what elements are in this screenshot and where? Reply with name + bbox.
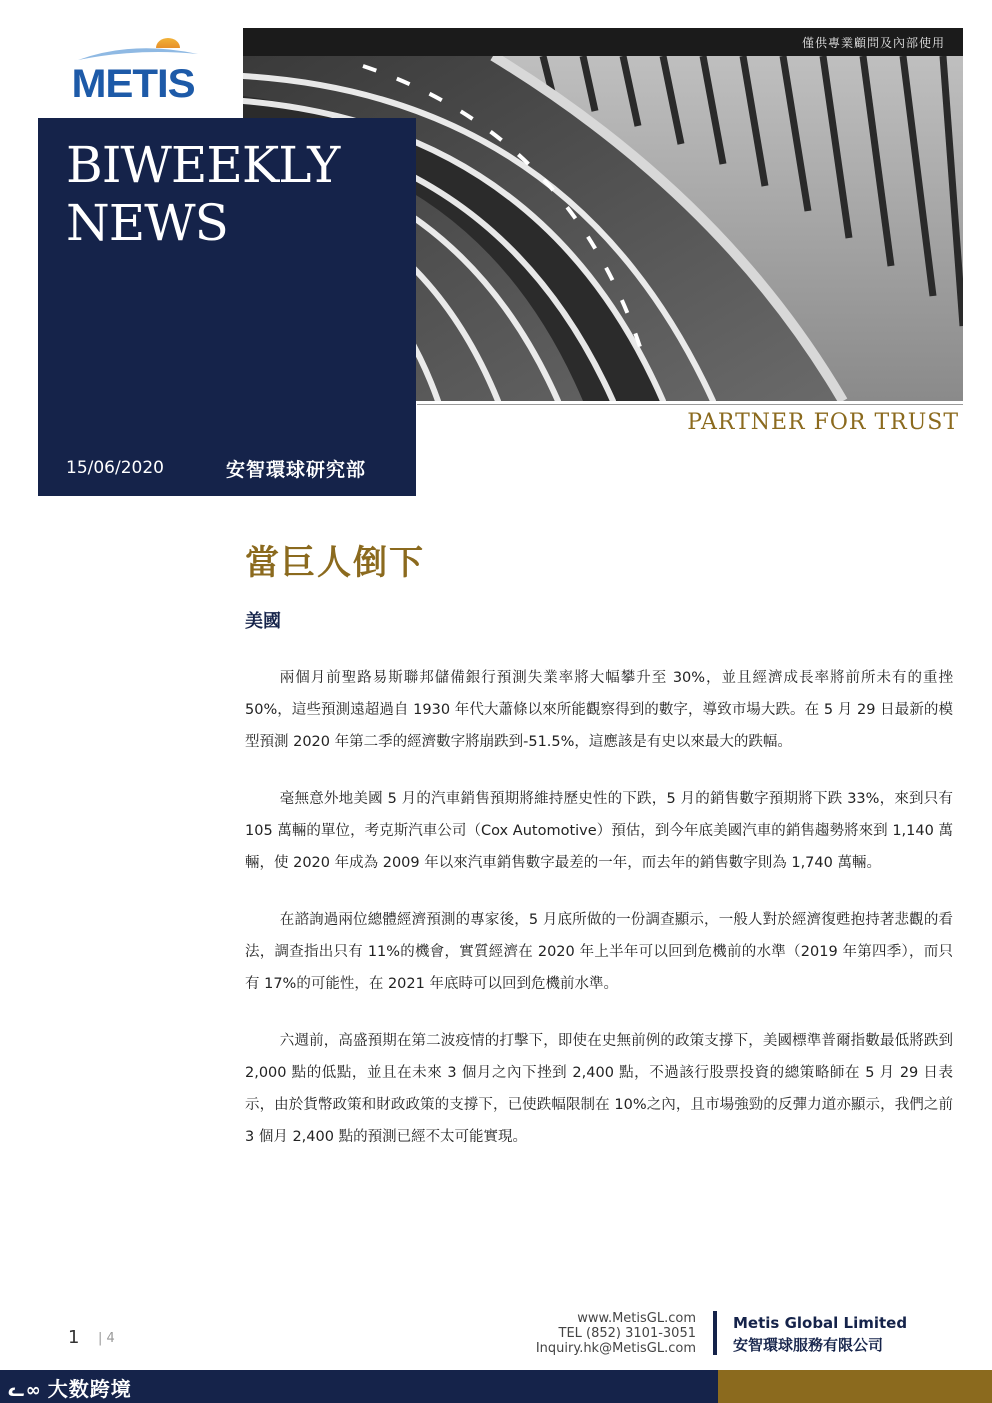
footer-divider <box>713 1311 717 1355</box>
tagline: PARTNER FOR TRUST <box>687 410 959 435</box>
logo-text: METIS <box>71 62 195 106</box>
page-total: | 4 <box>98 1331 115 1346</box>
article-title: 當巨人倒下 <box>245 543 425 583</box>
company-info <box>733 1314 907 1355</box>
newsletter-title-line1: BIWEEKLY <box>66 136 340 194</box>
watermark-text: 大数跨境 <box>47 1377 132 1401</box>
email-link[interactable]: Inquiry.hk@MetisGL.com <box>535 1341 696 1356</box>
website-link[interactable]: www.MetisGL.com <box>577 1311 696 1326</box>
newsletter-title <box>66 136 339 252</box>
newsletter-title-line2: NEWS <box>66 194 228 252</box>
telephone: TEL (852) 3101-3051 <box>558 1326 696 1341</box>
page-number: 1 <box>68 1327 80 1348</box>
metis-logo <box>58 36 208 106</box>
paragraph-1: 兩個月前聖路易斯聯邦儲備銀行預測失業率將大幅攀升至 30%，並且經濟成長率將前所未有的重挫 50%，這些預測遠超過自 1930 年代大蕭條以來所能觀察得到的數字，導致市場大跌。在 5 月 29 日最新的模型預測 2020 年第二季的經濟數字將崩跌到-51.5%，這應該是有史以來最大的跌幅。 <box>245 670 953 750</box>
footer-band-gold <box>718 1370 992 1403</box>
company-name-en: Metis Global Limited <box>733 1314 908 1332</box>
watermark <box>8 1373 132 1402</box>
department-name: 安智環球研究部 <box>226 459 367 481</box>
section-heading: 美國 <box>245 611 281 632</box>
contact-info <box>536 1311 696 1356</box>
paragraph-2: 毫無意外地美國 5 月的汽車銷售預期將維持歷史性的下跌，5 月的銷售數字預期將下跌 33%，來到只有 105 萬輛的單位，考克斯汽車公司（Cox Automotive）預估，到今年底美國汽車的銷售趨勢將來到 1,140 萬輛，使 2020 年成為 2009 年以來汽車銷售數字最差的一年，而去年的銷售數字則為 1,740 萬輛。 <box>245 791 953 871</box>
title-panel <box>38 118 416 496</box>
top-bar <box>243 28 963 56</box>
watermark-logo-icon: ᓚ∞ <box>8 1380 42 1401</box>
paragraph-3: 在諮詢過兩位總體經濟預測的專家後，5 月底所做的一份調查顯示，一般人對於經濟復甦抱持著悲觀的看法，調查指出只有 11%的機會，實質經濟在 2020 年上半年可以回到危機前的水準（2019 年第四季），而只有 17%的可能性，在 2021 年底時可以回到危機前水準。 <box>245 912 953 992</box>
header-divider <box>417 404 963 405</box>
article-body <box>245 662 953 1178</box>
confidential-notice: 僅供專業顧問及內部使用 <box>801 36 945 50</box>
issue-date: 15/06/2020 <box>66 458 164 478</box>
company-name-zh: 安智環球服務有限公司 <box>733 1336 884 1354</box>
paragraph-4: 六週前，高盛預期在第二波疫情的打擊下，即使在史無前例的政策支撐下，美國標準普爾指數最低將跌到 2,000 點的低點，並且在未來 3 個月之內下挫到 2,400 點，不過該行股票投資的總策略師在 5 月 29 日表示，由於貨幣政策和財政政策的支撐下，已使跌幅限制在 10%之內，且市場強勁的反彈力道亦顯示，我們之前 3 個月 2,400 點的預測已經不太可能實現。 <box>245 1033 953 1145</box>
